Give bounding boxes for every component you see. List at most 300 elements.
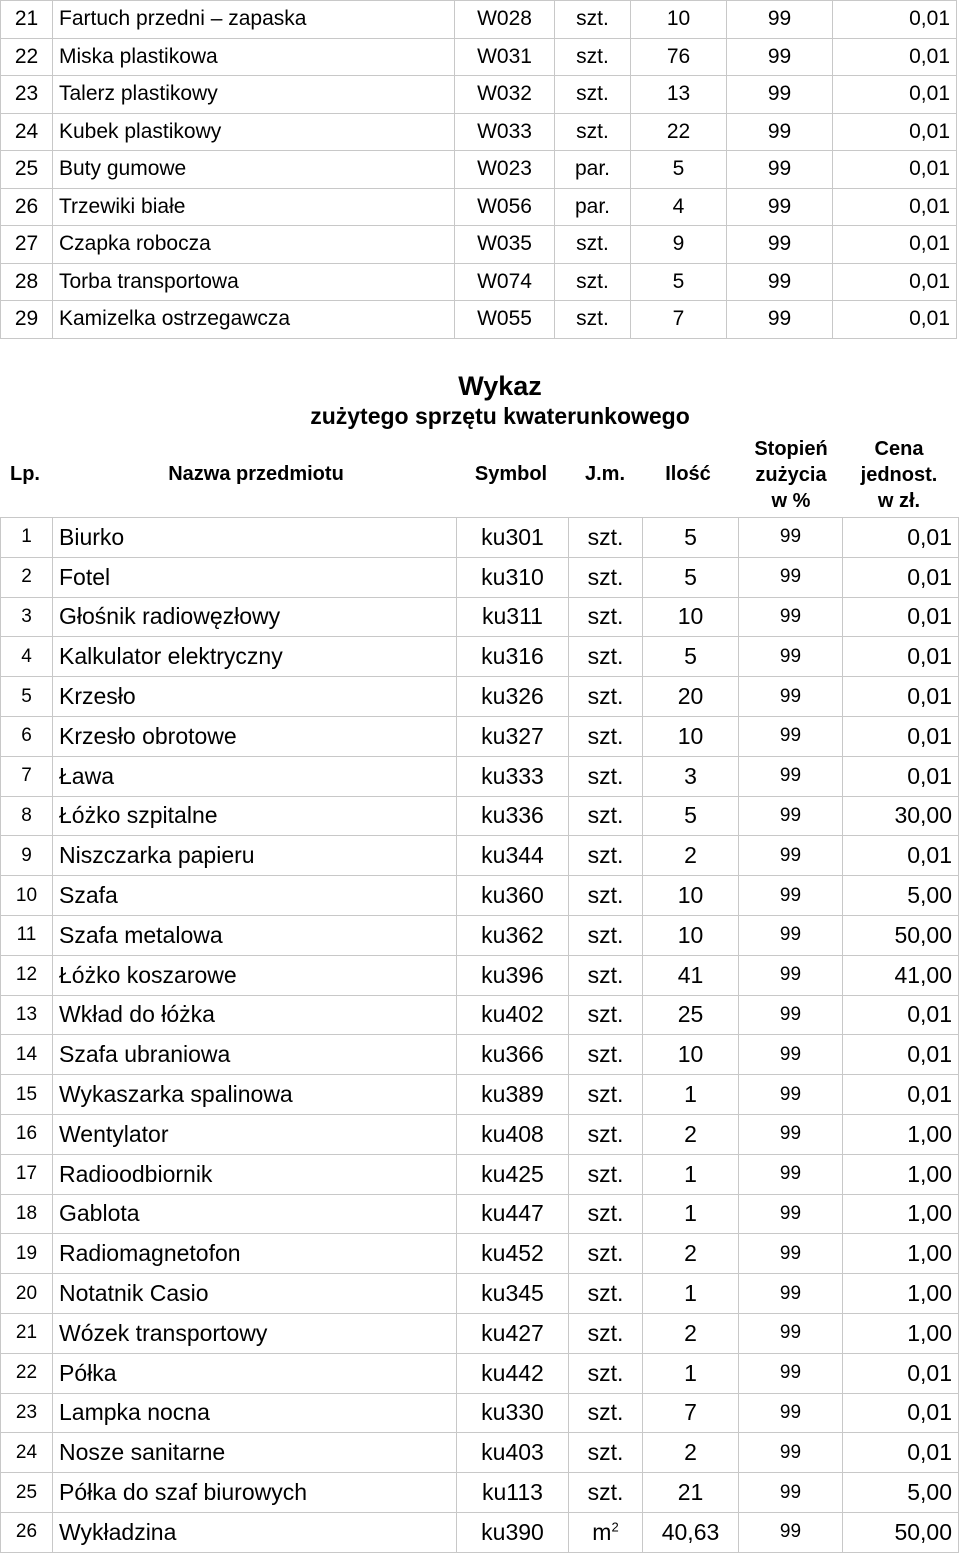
item-wear-degree-text: 99	[779, 566, 802, 588]
item-unit-text: szt.	[587, 921, 624, 948]
row-number-text: 21	[14, 7, 39, 31]
item-quantity-text: 10	[677, 1041, 704, 1068]
item-unit	[555, 113, 631, 151]
item-wear-degree	[739, 1393, 843, 1433]
item-name	[53, 226, 455, 264]
item-name	[53, 836, 457, 876]
item-quantity-text: 13	[666, 82, 691, 106]
item-wear-degree	[739, 1433, 843, 1473]
row-number-text: 8	[21, 804, 32, 826]
item-name	[53, 955, 457, 995]
item-name-text: Wózek transportowy	[59, 1319, 268, 1346]
item-unit-price	[843, 677, 959, 717]
item-unit-price-text: 0,01	[907, 842, 952, 869]
item-quantity	[631, 263, 727, 301]
item-name-text: Szafa metalowa	[59, 921, 223, 948]
item-quantity-text: 5	[684, 802, 697, 829]
row-number	[1, 1433, 53, 1473]
item-wear-degree	[727, 151, 833, 189]
item-wear-degree-text: 99	[779, 765, 802, 787]
item-name	[53, 38, 455, 76]
row-number-text: 16	[15, 1123, 38, 1145]
item-name	[53, 1433, 457, 1473]
item-wear-degree-text: 99	[779, 804, 802, 826]
item-unit	[569, 836, 643, 876]
row-number-text: 24	[14, 119, 39, 143]
item-unit-price-text: 50,00	[894, 1518, 952, 1545]
item-quantity-text: 1	[684, 1359, 697, 1386]
row-number-text: 19	[15, 1242, 38, 1264]
item-unit	[569, 1473, 643, 1513]
item-quantity	[643, 796, 739, 836]
item-symbol-text: W035	[477, 232, 532, 256]
item-unit-text: szt.	[587, 603, 624, 630]
item-unit-price-text: 1,00	[907, 1120, 952, 1147]
item-unit	[569, 915, 643, 955]
item-quantity-text: 2	[684, 1319, 697, 1346]
column-header-name: Nazwa przedmiotu	[168, 463, 344, 485]
item-symbol	[457, 1313, 569, 1353]
item-unit-price	[843, 876, 959, 916]
item-wear-degree-text: 99	[779, 725, 802, 747]
row-number-text: 27	[14, 232, 39, 256]
row-number	[1, 637, 53, 677]
item-quantity-text: 41	[677, 961, 704, 988]
item-wear-degree	[739, 677, 843, 717]
item-quantity	[643, 1035, 739, 1075]
item-wear-degree	[739, 518, 843, 558]
item-name	[53, 716, 457, 756]
item-wear-degree	[739, 1512, 843, 1552]
item-unit-price	[833, 76, 957, 114]
item-symbol-text: ku336	[481, 802, 544, 829]
item-wear-degree-text: 99	[779, 1202, 802, 1224]
item-name-text: Wykładzina	[59, 1518, 177, 1545]
item-quantity	[631, 1, 727, 39]
item-name	[53, 518, 457, 558]
row-number	[1, 76, 53, 114]
item-symbol	[457, 597, 569, 637]
item-symbol	[457, 1512, 569, 1552]
item-unit-text: m	[592, 1518, 612, 1545]
item-quantity-text: 9	[672, 232, 685, 256]
item-wear-degree	[739, 716, 843, 756]
item-symbol-text: W055	[477, 307, 532, 331]
item-wear-degree	[739, 557, 843, 597]
item-wear-degree	[727, 188, 833, 226]
row-number	[1, 876, 53, 916]
item-unit-price-text: 1,00	[907, 1160, 952, 1187]
item-wear-degree	[739, 637, 843, 677]
item-unit	[569, 716, 643, 756]
item-symbol-text: ku366	[481, 1041, 544, 1068]
item-symbol-text: ku408	[481, 1120, 544, 1147]
item-unit-text: szt.	[576, 7, 609, 31]
table-row	[1, 1353, 959, 1393]
item-symbol-text: ku310	[481, 563, 544, 590]
item-unit-text: szt.	[587, 842, 624, 869]
row-number	[1, 915, 53, 955]
item-name	[53, 1194, 457, 1234]
row-number	[1, 1035, 53, 1075]
item-unit-price	[843, 1114, 959, 1154]
item-symbol	[457, 756, 569, 796]
previous-page-table	[0, 0, 957, 339]
table-row	[1, 1313, 959, 1353]
item-unit-price	[843, 1194, 959, 1234]
item-unit-price	[843, 1154, 959, 1194]
item-quantity-text: 5	[672, 269, 685, 293]
item-name-text: Gablota	[59, 1200, 140, 1227]
item-quantity-text: 1	[684, 1081, 697, 1108]
table-row	[1, 597, 959, 637]
item-quantity	[643, 1274, 739, 1314]
item-quantity	[643, 955, 739, 995]
row-number-text: 23	[15, 1401, 38, 1423]
item-wear-degree	[727, 38, 833, 76]
item-unit	[569, 597, 643, 637]
item-symbol	[457, 1274, 569, 1314]
item-quantity-text: 5	[672, 157, 685, 181]
table-row	[1, 796, 959, 836]
column-header-unit: J.m.	[584, 463, 626, 485]
item-quantity-text: 5	[684, 523, 697, 550]
item-wear-degree-text: 99	[779, 924, 802, 946]
item-name-text: Wentylator	[59, 1120, 169, 1147]
row-number	[1, 557, 53, 597]
item-unit-price-text: 0,01	[907, 1001, 952, 1028]
item-symbol	[457, 796, 569, 836]
item-name-text: Nosze sanitarne	[59, 1439, 226, 1466]
item-quantity	[643, 1353, 739, 1393]
item-unit-price	[843, 995, 959, 1035]
item-name-text: Głośnik radiowęzłowy	[59, 603, 281, 630]
table-row	[1, 995, 959, 1035]
item-unit-text: szt.	[587, 1399, 624, 1426]
item-quantity-text: 20	[677, 683, 704, 710]
item-quantity	[643, 597, 739, 637]
item-symbol-text: ku316	[481, 643, 544, 670]
item-quantity-text: 3	[684, 762, 697, 789]
item-unit-price	[843, 557, 959, 597]
item-name	[53, 876, 457, 916]
row-number-text: 25	[15, 1481, 38, 1503]
item-symbol	[457, 1234, 569, 1274]
item-unit-price-text: 50,00	[894, 921, 952, 948]
item-symbol	[455, 1, 555, 39]
row-number-text: 22	[15, 1362, 38, 1384]
item-name	[53, 1234, 457, 1274]
item-unit-price-text: 5,00	[907, 1479, 952, 1506]
item-unit-text: szt.	[587, 882, 624, 909]
item-wear-degree	[739, 1154, 843, 1194]
item-wear-degree-text: 99	[779, 1362, 802, 1384]
item-name-text: Buty gumowe	[59, 157, 187, 181]
row-number-text: 21	[15, 1322, 38, 1344]
item-symbol	[457, 955, 569, 995]
item-symbol	[457, 836, 569, 876]
item-unit	[569, 557, 643, 597]
item-symbol-text: ku113	[482, 1479, 543, 1506]
item-name-text: Radioodbiornik	[59, 1160, 213, 1187]
item-name	[53, 1, 455, 39]
table-row	[1, 677, 959, 717]
row-number-text: 1	[21, 526, 32, 548]
item-unit	[555, 151, 631, 189]
item-unit-text: szt.	[587, 1120, 624, 1147]
item-name-text: Wykaszarka spalinowa	[59, 1081, 293, 1108]
row-number-text: 10	[15, 884, 38, 906]
row-number	[1, 836, 53, 876]
item-unit-price	[843, 1274, 959, 1314]
item-unit-price	[843, 1512, 959, 1552]
item-quantity-text: 2	[684, 1120, 697, 1147]
item-unit-price-text: 1,00	[907, 1200, 952, 1227]
item-wear-degree-text: 99	[767, 44, 792, 68]
item-quantity	[643, 995, 739, 1035]
item-unit	[555, 1, 631, 39]
item-quantity-text: 1	[684, 1280, 697, 1307]
item-wear-degree	[739, 1075, 843, 1115]
item-symbol-text: ku390	[481, 1518, 544, 1545]
item-symbol-text: ku345	[481, 1280, 544, 1307]
row-number-text: 6	[21, 725, 32, 747]
item-unit-price-text: 0,01	[907, 563, 952, 590]
table-row	[1, 876, 959, 916]
item-symbol	[455, 113, 555, 151]
item-quantity	[643, 876, 739, 916]
item-quantity-text: 1	[684, 1200, 697, 1227]
item-name-text: Talerz plastikowy	[59, 82, 218, 106]
item-wear-degree	[739, 1114, 843, 1154]
item-unit-text: szt.	[587, 643, 624, 670]
item-unit-price	[833, 38, 957, 76]
item-unit-text: szt.	[587, 1001, 624, 1028]
item-unit-text: szt.	[576, 119, 609, 143]
item-quantity	[643, 1075, 739, 1115]
item-quantity	[643, 637, 739, 677]
item-wear-degree-text: 99	[779, 1322, 802, 1344]
item-quantity	[643, 1433, 739, 1473]
item-name-text: Półka do szaf biurowych	[59, 1479, 308, 1506]
item-unit-price	[833, 226, 957, 264]
item-quantity-text: 2	[684, 1439, 697, 1466]
row-number	[1, 995, 53, 1035]
document-title: Wykaz	[458, 371, 542, 401]
item-wear-degree-text: 99	[779, 526, 802, 548]
item-unit-text: szt.	[576, 232, 609, 256]
row-number	[1, 716, 53, 756]
item-name-text: Krzesło	[59, 683, 136, 710]
item-unit-price	[833, 113, 957, 151]
table-row	[1, 1194, 959, 1234]
item-name	[53, 557, 457, 597]
item-wear-degree-text: 99	[779, 964, 802, 986]
item-quantity-text: 21	[677, 1479, 704, 1506]
row-number	[1, 955, 53, 995]
item-symbol	[455, 301, 555, 339]
row-number-text: 26	[14, 194, 39, 218]
table-row	[1, 1, 957, 39]
row-number	[1, 1473, 53, 1513]
item-symbol	[457, 876, 569, 916]
item-symbol-text: W074	[477, 269, 532, 293]
item-symbol	[457, 1075, 569, 1115]
item-unit-price	[843, 1353, 959, 1393]
row-number	[1, 1114, 53, 1154]
item-wear-degree	[739, 1274, 843, 1314]
item-name-text: Kamizelka ostrzegawcza	[59, 307, 291, 331]
item-symbol	[455, 263, 555, 301]
item-quantity	[643, 677, 739, 717]
item-wear-degree-text: 99	[779, 1441, 802, 1463]
row-number-text: 22	[14, 44, 39, 68]
table-row	[1, 637, 959, 677]
item-unit-price-text: 0,01	[907, 1359, 952, 1386]
item-unit	[569, 995, 643, 1035]
item-symbol-text: W033	[477, 119, 532, 143]
item-symbol-text: W028	[477, 7, 532, 31]
item-unit-price	[843, 1035, 959, 1075]
item-symbol-text: ku396	[481, 961, 544, 988]
row-number	[1, 263, 53, 301]
item-name	[53, 677, 457, 717]
table-row	[1, 38, 957, 76]
row-number	[1, 151, 53, 189]
item-symbol	[457, 716, 569, 756]
item-unit-price-text: 0,01	[907, 643, 952, 670]
row-number	[1, 1353, 53, 1393]
item-quantity	[631, 76, 727, 114]
row-number	[1, 1512, 53, 1552]
item-unit-price-text: 5,00	[907, 882, 952, 909]
item-name	[53, 1114, 457, 1154]
item-unit	[569, 876, 643, 916]
column-header-price-line2: jednost.	[860, 464, 938, 486]
item-name-text: Wkład do łóżka	[59, 1001, 215, 1028]
row-number-text: 20	[15, 1282, 38, 1304]
item-wear-degree	[739, 597, 843, 637]
row-number-text: 24	[15, 1441, 38, 1463]
item-name-text: Biurko	[59, 523, 125, 550]
item-unit-price	[843, 1393, 959, 1433]
item-symbol	[457, 1433, 569, 1473]
item-unit-price-text: 0,01	[909, 82, 950, 106]
item-name-text: Lampka nocna	[59, 1399, 210, 1426]
item-wear-degree-text: 99	[779, 1083, 802, 1105]
item-unit-text: szt.	[576, 82, 609, 106]
item-symbol	[457, 1114, 569, 1154]
table-row	[1, 518, 959, 558]
column-header-degree-line2: zużycia	[755, 464, 827, 486]
item-unit-text: par.	[574, 157, 611, 181]
equipment-table	[0, 517, 959, 1553]
item-unit-text: szt.	[587, 1319, 624, 1346]
row-number	[1, 1, 53, 39]
item-unit-text: szt.	[576, 44, 609, 68]
item-name-text: Trzewiki białe	[59, 194, 186, 218]
table-row	[1, 1274, 959, 1314]
item-symbol-text: ku362	[481, 921, 544, 948]
item-name	[53, 995, 457, 1035]
item-symbol	[457, 518, 569, 558]
row-number-text: 12	[15, 964, 38, 986]
item-unit-text: szt.	[587, 1200, 624, 1227]
item-wear-degree	[727, 1, 833, 39]
item-symbol	[457, 1353, 569, 1393]
item-name-text: Ława	[59, 762, 114, 789]
row-number	[1, 518, 53, 558]
row-number-text: 11	[16, 924, 37, 946]
item-unit-price-text: 0,01	[907, 603, 952, 630]
item-wear-degree-text: 99	[779, 1242, 802, 1264]
item-name-text: Czapka robocza	[59, 232, 211, 256]
row-number-text: 17	[15, 1163, 38, 1185]
item-symbol-text: ku452	[481, 1240, 544, 1267]
item-name	[53, 796, 457, 836]
row-number-text: 29	[14, 307, 39, 331]
item-name-text: Łóżko szpitalne	[59, 802, 218, 829]
row-number	[1, 756, 53, 796]
item-name	[53, 263, 455, 301]
item-unit-text: szt.	[587, 1240, 624, 1267]
row-number-text: 13	[15, 1003, 38, 1025]
item-quantity	[643, 1234, 739, 1274]
item-wear-degree-text: 99	[779, 645, 802, 667]
table-row	[1, 1075, 959, 1115]
row-number	[1, 1234, 53, 1274]
item-name	[53, 1473, 457, 1513]
row-number	[1, 188, 53, 226]
item-unit-price	[843, 756, 959, 796]
item-symbol-text: W032	[477, 82, 532, 106]
item-unit-price	[843, 1313, 959, 1353]
item-wear-degree-text: 99	[767, 194, 792, 218]
item-wear-degree-text: 99	[767, 307, 792, 331]
item-symbol	[457, 677, 569, 717]
item-wear-degree	[739, 1194, 843, 1234]
item-wear-degree-text: 99	[767, 7, 792, 31]
item-unit-price-text: 0,01	[909, 194, 950, 218]
item-quantity-text: 5	[684, 563, 697, 590]
item-name	[53, 188, 455, 226]
row-number-text: 28	[14, 269, 39, 293]
item-unit-price-text: 0,01	[907, 1041, 952, 1068]
item-unit	[569, 1433, 643, 1473]
table-row	[1, 151, 957, 189]
table-row	[1, 1393, 959, 1433]
item-quantity	[643, 915, 739, 955]
row-number	[1, 38, 53, 76]
item-symbol	[457, 557, 569, 597]
item-unit-text: szt.	[576, 307, 609, 331]
item-unit	[569, 677, 643, 717]
item-wear-degree-text: 99	[767, 269, 792, 293]
item-quantity	[643, 1194, 739, 1234]
item-unit-price	[843, 836, 959, 876]
item-wear-degree-text: 99	[779, 1003, 802, 1025]
item-quantity-text: 7	[672, 307, 685, 331]
item-name-text: Kubek plastikowy	[59, 119, 222, 143]
item-wear-degree	[727, 226, 833, 264]
item-name-text: Fotel	[59, 563, 111, 590]
item-quantity-text: 10	[677, 882, 704, 909]
row-number-text: 9	[21, 844, 32, 866]
table-row	[1, 1154, 959, 1194]
item-wear-degree	[739, 1353, 843, 1393]
item-symbol	[457, 637, 569, 677]
item-name	[53, 1154, 457, 1194]
